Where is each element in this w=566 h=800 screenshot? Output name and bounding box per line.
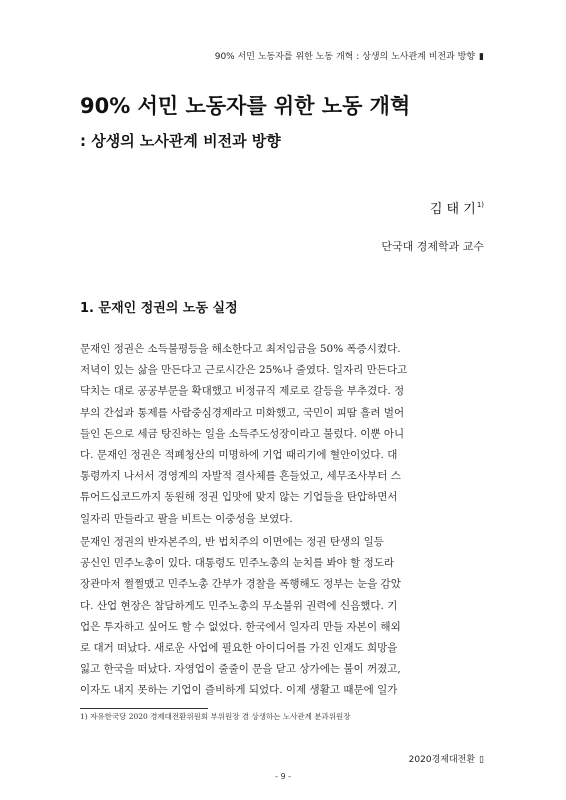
paragraph-line: 장관마저 쩔쩔맸고 민주노총 간부가 경찰을 폭행해도 정부는 눈을 감았 [80,578,401,591]
paragraph-line: 업은 투자하고 싶어도 할 수 없었다. 한국에서 일자리 만들 자본이 해외 [80,620,401,633]
paragraph-line: 공신인 민주노총이 있다. 대통령도 민주노총의 눈치를 봐야 할 정도라 [80,557,395,570]
paragraph-line: 저녁이 있는 삶을 만든다고 근로시간은 25%나 줄였다. 일자리 만든다고 [80,364,408,377]
author-name: 김 태 기 [429,202,476,217]
article-subtitle: : 상생의 노사관계 비전과 방향 [80,132,281,150]
paragraph-line: 문재인 정권의 반자본주의, 반 법치주의 이면에는 정권 탄생의 일등 [80,536,384,548]
paragraph-line: 로 대거 떠났다. 새로운 사업에 필요한 아이디어를 가진 인재도 희망을 [80,642,398,655]
author-line [430,198,484,217]
paragraph-1 [80,339,486,530]
paragraph-line: 들인 돈으로 세금 탕진하는 일을 소득주도성장이라고 불렀다. 이뿐 아니 [80,427,405,440]
running-header [215,49,484,62]
footnote-divider [80,708,208,709]
footer-mark-icon: ▯ [479,755,484,765]
paragraph-line: 닥치는 대로 공공부문을 확대했고 비정규직 제로로 갈등을 부추겼다. 정 [80,385,405,398]
header-mark-icon: ▮ [479,52,484,62]
author-footnote-ref[interactable]: 1) [476,201,484,209]
footnote: 1) 자유한국당 2020 경제대전환위원회 부위원장 겸 상생하는 노사관계 분과위원장 [80,712,351,721]
paragraph-line: 이자도 내지 못하는 기업이 즐비하게 되었다. 이제 생활고 때문에 일가 [80,684,398,697]
paragraph-line: 부의 간섭과 통제를 사람중심경제라고 미화했고, 국민이 피땀 흘려 벌어 [80,406,405,419]
section-heading: 1. 문재인 정권의 노동 실정 [80,301,238,316]
paragraph-line: 다. 산업 현장은 참담하게도 민주노총의 무소불위 권력에 신음했다. 기 [80,599,398,612]
paragraph-line: 잃고 한국을 떠났다. 자영업이 줄줄이 문을 닫고 상가에는 불이 꺼졌고, [80,663,401,676]
paragraph-line: 다. 문재인 정권은 적폐청산의 미명하에 기업 때리기에 혈안이었다. 대 [80,449,398,462]
running-footer [409,752,484,765]
article-title: 90% 서민 노동자를 위한 노동 개혁 [80,94,411,118]
page-number: - 9 - [275,772,291,781]
paragraph-line: 통령까지 나서서 경영계의 자발적 결사체를 흔들었고, 세무조사부터 스 [80,470,401,483]
paragraph-2 [80,532,486,702]
paragraph-line: 일자리 만들라고 팔을 비트는 이중성을 보였다. [80,512,293,525]
running-header-title: 90% 서민 노동자를 위한 노동 개혁 : 상생의 노사관계 비전과 방향 [214,52,476,62]
running-footer-title: 2020경제대전환 [408,755,476,765]
author-affiliation: 단국대 경제학과 교수 [381,240,484,253]
paragraph-line: 튜어드십코드까지 동원해 정권 입맛에 맞지 않는 기업들을 탄압하면서 [80,491,398,504]
paragraph-line: 문재인 정권은 소득불평등을 해소한다고 최저임금을 50% 폭증시켰다. [80,343,401,355]
